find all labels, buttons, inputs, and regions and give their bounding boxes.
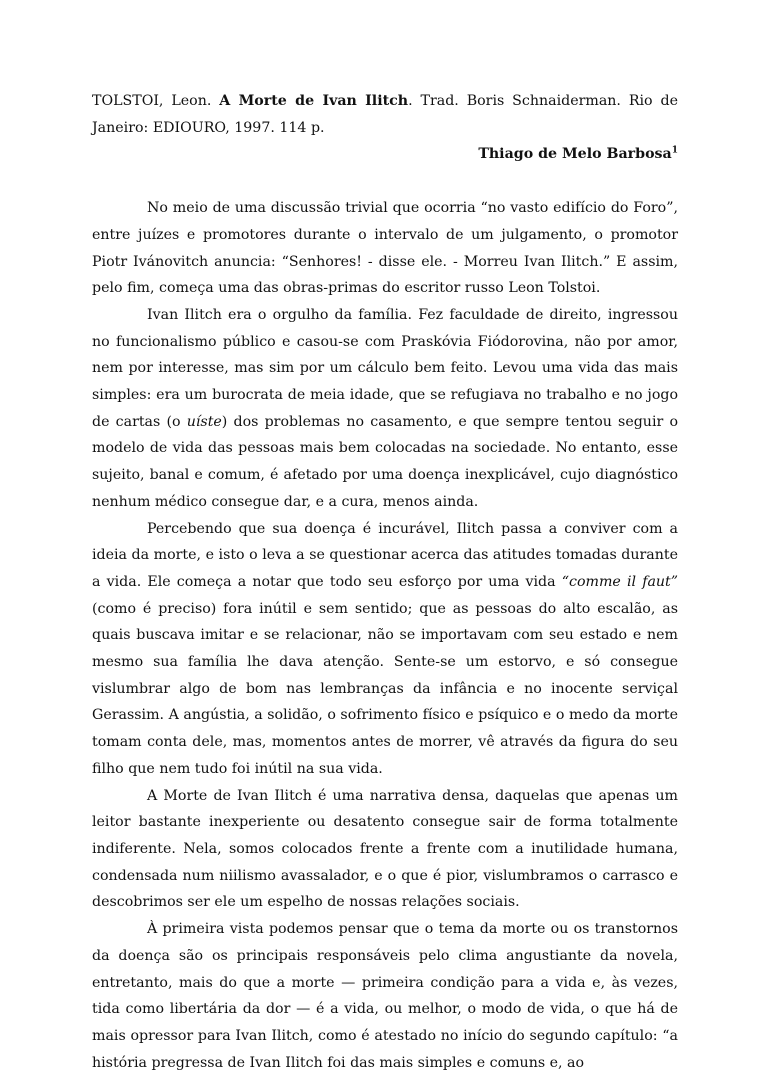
paragraph-3-text-b: (como é preciso) fora inútil e sem sentido; que as pessoas do alto escalão, as quais buscava imitar e se relacionar, não se importavam com seu estado e nem mesmo sua família lhe dava atenção. Sente-se um estorvo, e só consegue vislumbrar algo de bom nas lembranças da infância e no inocente serviçal Gerassim. A angústia, a solidão, o sofrimento físico e psíquico e o medo da morte tomam conta dele, mas, momentos antes de morrer, vê através da figura do seu filho que nem tudo foi inútil na sua vida. — [92, 600, 678, 777]
citation-book-title: A Morte de Ivan Ilitch — [219, 93, 409, 109]
paragraph-2 — [92, 302, 678, 516]
bibliographic-citation — [92, 88, 678, 141]
footnote-marker: 1 — [671, 145, 678, 156]
paragraph-4: A Morte de Ivan Ilitch é uma narrativa densa, daquelas que apenas um leitor bastante inexperiente ou desatento consegue sair de forma totalmente indiferente. Nela, somos colocados frente a frente com a inutilidade humana, condensada num niilismo avassalador, e o que é pior, vislumbramos o carrasco e descobrimos ser ele um espelho de nossas relações sociais. — [92, 787, 678, 911]
reviewer-name: Thiago de Melo Barbosa — [478, 146, 672, 163]
citation-details: . Trad. Boris Schnaiderman. Rio de Janeiro: EDIOURO, 1997. 114 p. — [92, 93, 678, 136]
review-body — [92, 195, 678, 1076]
paragraph-3-text-a: Percebendo que sua doença é incurável, Ilitch passa a conviver com a ideia da morte, e isto o leva a se questionar acerca das atitudes tomadas durante a vida. Ele começa a notar que todo seu esforço por uma vida — [92, 520, 678, 590]
paragraph-2-text-a: Ivan Ilitch era o orgulho da família. Fez faculdade de direito, ingressou no funcionalismo público e casou-se com Praskóvia Fiódorovina, não por amor, nem por interesse, mas sim por um cálculo bem feito. Levou uma vida das mais simples: era um burocrata de meia idade, que se refugiava no trabalho e no jogo de cartas (o — [92, 306, 678, 430]
paragraph-5: À primeira vista podemos pensar que o tema da morte ou os transtornos da doença são os principais responsáveis pelo clima angustiante da novela, entretanto, mais do que a morte — primeira condição para a vida e, às vezes, tida como libertária da dor — é a vida, ou melhor, o modo de vida, o que há de mais opressor para Ivan Ilitch, como é atestado no início do segundo capítulo: “a história pregressa de Ivan Ilitch foi das mais simples e comuns e, ao — [92, 921, 678, 1071]
reviewer-name-line — [92, 141, 678, 168]
paragraph-3-italic: “comme il faut” — [561, 573, 678, 590]
paragraph-1: No meio de uma discussão trivial que ocorria “no vasto edifício do Foro”, entre juízes e promotores durante o intervalo de um julgamento, o promotor Piotr Ivánovitch anuncia: “Senhores! - disse ele. - Morreu Ivan Ilitch.” E assim, pelo fim, começa uma das obras-primas do escritor russo Leon Tolstoi. — [92, 200, 678, 297]
paragraph-3 — [92, 516, 678, 783]
citation-author: TOLSTOI, Leon. — [92, 93, 212, 109]
paragraph-2-italic: uíste — [186, 413, 222, 430]
paragraph-2-text-b: ) dos problemas no casamento, e que sempre tentou seguir o modelo de vida das pessoas mais bem colocadas na sociedade. No entanto, esse sujeito, banal e comum, é afetado por uma doença inexplicável, cujo diagnóstico nenhum médico consegue dar, e a cura, menos ainda. — [92, 413, 678, 510]
